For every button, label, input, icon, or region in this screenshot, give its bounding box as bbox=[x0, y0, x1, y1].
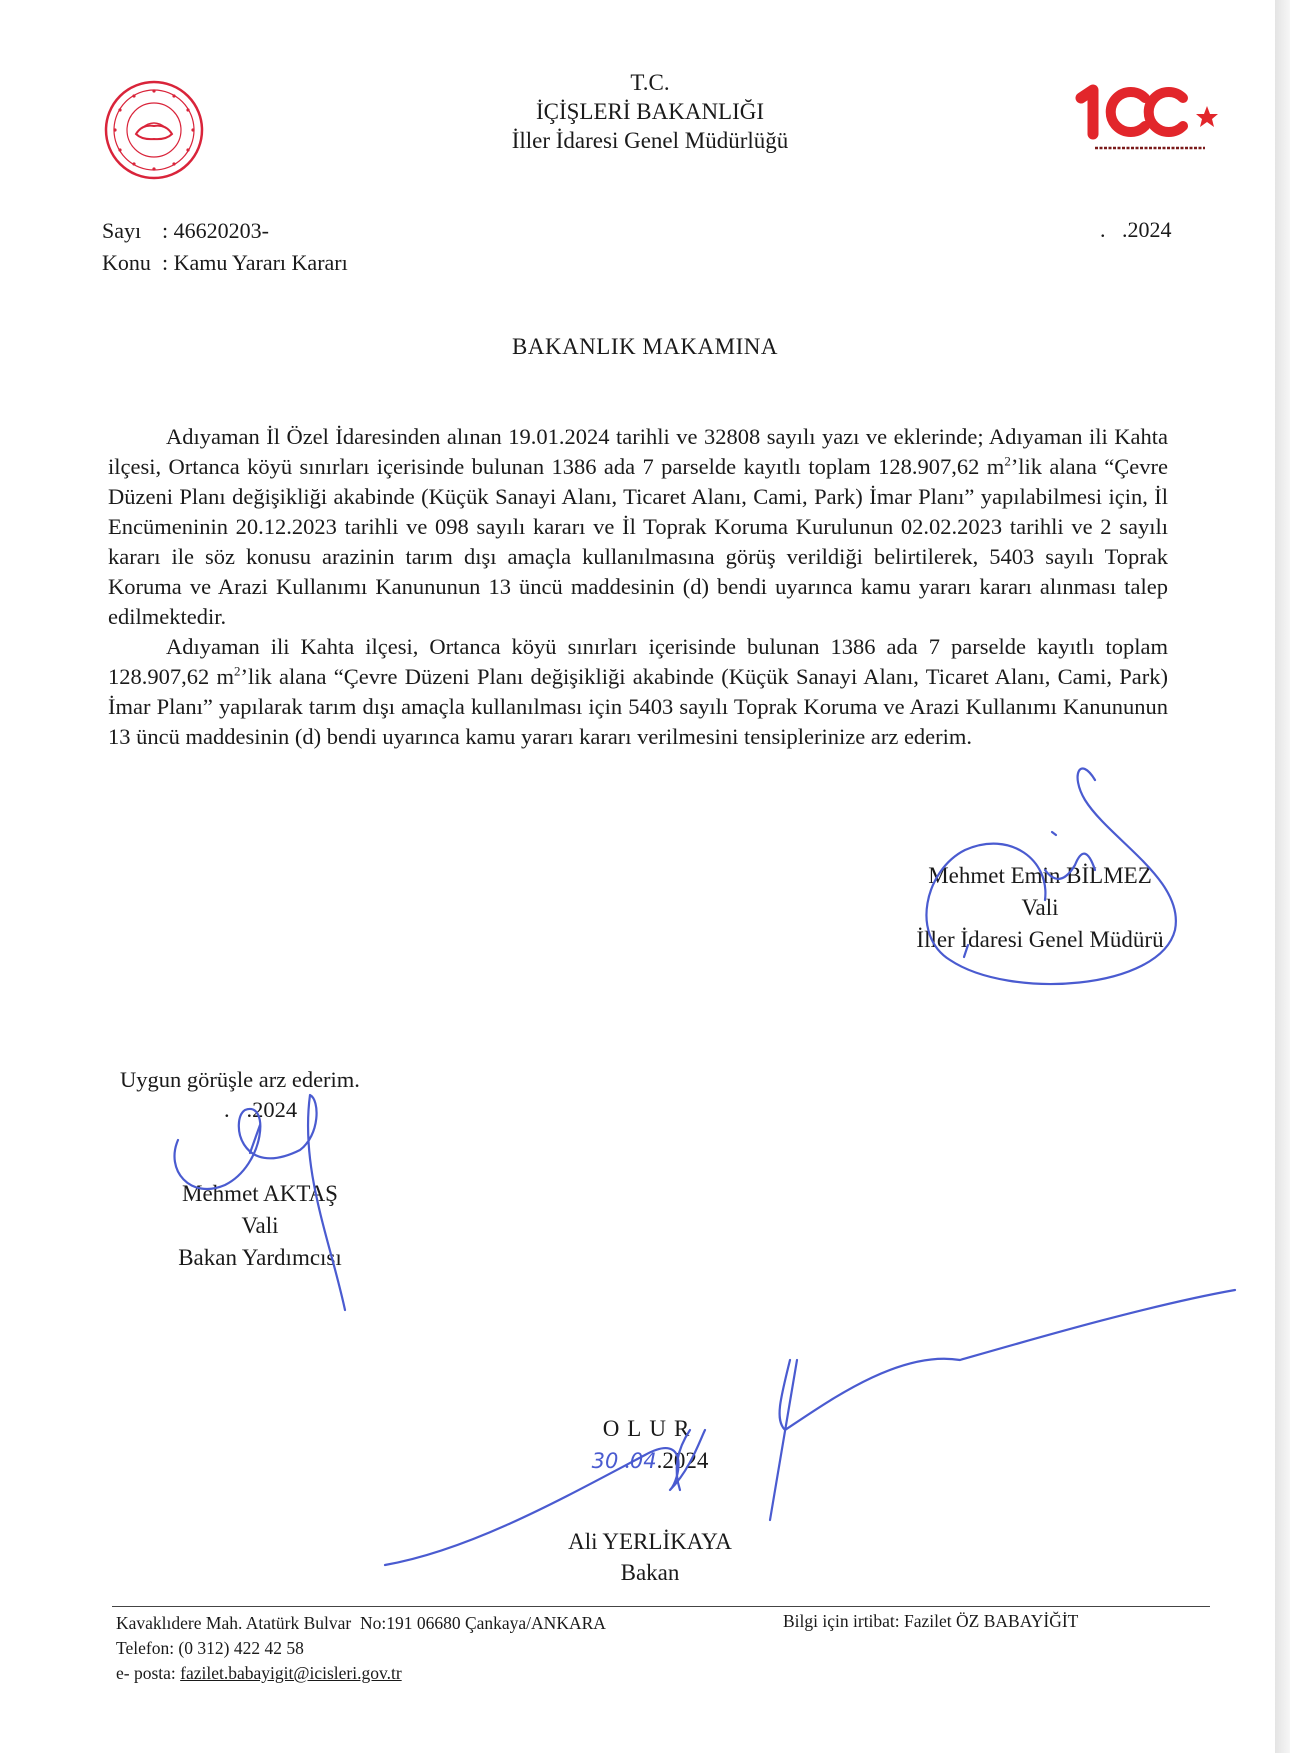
signatory-2-position: Bakan Yardımcısı bbox=[178, 1245, 342, 1270]
sayi-label: Sayı bbox=[102, 218, 142, 243]
signatory-1-position: İller İdaresi Genel Müdürü bbox=[916, 927, 1164, 952]
konu-row bbox=[102, 250, 348, 276]
signatory-1-name: Mehmet Emin BİLMEZ bbox=[928, 863, 1152, 888]
approval-date-month: 04 bbox=[629, 1449, 657, 1473]
approval-date-day: 30 bbox=[591, 1449, 619, 1473]
footer-address-block bbox=[116, 1611, 606, 1686]
sayi-value: : 46620203- bbox=[162, 218, 269, 243]
body-text bbox=[108, 422, 1168, 752]
footer-divider bbox=[112, 1606, 1210, 1607]
approval-date-year: .2024 bbox=[656, 1448, 709, 1473]
signatory-2-title: Vali bbox=[241, 1213, 279, 1238]
signatory-2 bbox=[140, 1178, 380, 1274]
footer-contact: Bilgi için irtibat: Fazilet ÖZ BABAYİĞİT bbox=[783, 1611, 1079, 1631]
footer-email-row bbox=[116, 1661, 606, 1686]
minister-name: Ali YERLİKAYA bbox=[568, 1529, 732, 1554]
approval-block bbox=[520, 1413, 780, 1477]
document-header bbox=[380, 68, 920, 155]
endorsement-text: Uygun görüşle arz ederim. bbox=[120, 1067, 360, 1092]
header-ministry: İÇİŞLERİ BAKANLIĞI bbox=[535, 99, 765, 124]
body-paragraph-2 bbox=[108, 632, 1168, 752]
konu-label: Konu bbox=[102, 250, 151, 275]
endorsement-date: . .2024 bbox=[224, 1097, 298, 1122]
salutation: BAKANLIK MAKAMINA bbox=[512, 334, 778, 359]
ministry-seal-icon bbox=[96, 78, 212, 182]
signatory-2-name: Mehmet AKTAŞ bbox=[182, 1181, 338, 1206]
header-tc: T.C. bbox=[630, 70, 670, 95]
approval-date-sep: . bbox=[618, 1448, 630, 1473]
p1-part-a: Adıyaman İl Özel İdaresinden alınan 19.01.2024 tarihli ve 32808 sayılı yazı ve eklerinde; Adıyaman ili Kahta ilçesi, Ortanca köyü sınırları içerisinde bulunan 1386 ada 7 parselde kayıtlı toplam 128.907,62 m bbox=[108, 424, 1168, 479]
body-paragraph-1 bbox=[108, 422, 1168, 632]
footer-phone: Telefon: (0 312) 422 42 58 bbox=[116, 1638, 304, 1658]
minister-title: Bakan bbox=[620, 1560, 680, 1585]
approval-date bbox=[520, 1445, 780, 1477]
p1-superscript: 2 bbox=[1004, 453, 1011, 469]
endorsement bbox=[120, 1065, 420, 1125]
header-directorate: İller İdaresi Genel Müdürlüğü bbox=[511, 128, 789, 153]
minister-block bbox=[520, 1526, 780, 1588]
footer-address: Kavaklıdere Mah. Atatürk Bulvar No:191 06680 Çankaya/ANKARA bbox=[116, 1613, 606, 1633]
centenary-100-logo-icon bbox=[1075, 76, 1225, 158]
page-edge bbox=[1275, 0, 1290, 1753]
footer-email-link[interactable]: fazilet.babayigit@icisleri.gov.tr bbox=[180, 1663, 402, 1683]
p2-part-b: ’lik alana “Çevre Düzeni Planı değişikliği akabinde (Küçük Sanayi Alanı, Ticaret Alanı, Cami, Park) İmar Planı” yapılarak tarım dışı amaçla kullanılması için 5403 sayılı Toprak Koruma ve Arazi Kullanımı Kanununun 13 üncü maddesinin (d) bendi uyarınca kamu yararı kararı verilmesini tensiplerinize arz ederim. bbox=[108, 664, 1168, 749]
sayi-row bbox=[102, 218, 269, 244]
approval-title: OLUR bbox=[602, 1416, 698, 1441]
document-date: . .2024 bbox=[1100, 217, 1172, 242]
p2-superscript: 2 bbox=[234, 663, 241, 679]
p2-part-a: Adıyaman ili Kahta ilçesi, Ortanca köyü sınırları içerisinde bulunan 1386 ada 7 parselde kayıtlı toplam 128.907,62 m bbox=[108, 634, 1168, 689]
signature-3-icon bbox=[385, 1290, 1235, 1565]
konu-value: : Kamu Yararı Kararı bbox=[162, 250, 348, 275]
signatory-1-title: Vali bbox=[1021, 895, 1059, 920]
signatory-1 bbox=[880, 860, 1200, 956]
p1-part-b: ’lik alana “Çevre Düzeni Planı değişikliği akabinde (Küçük Sanayi Alanı, Ticaret Alanı, Cami, Park) İmar Planı” yapılabilmesi için, İl Encümeninin 20.12.2023 tarihli ve 098 sayılı kararı ve İl Toprak Koruma Kurulunun 02.02.2023 tarihli ve 2 sayılı kararı ile söz konusu arazinin tarım dışı amaçla kullanılmasına görüş verildiği belirtilerek, 5403 sayılı Toprak Koruma ve Arazi Kullanımı Kanununun 13 üncü maddesinin (d) bendi uyarınca kamu yararı kararı alınması talep edilmektedir. bbox=[108, 454, 1168, 629]
footer-email-label: e- posta: bbox=[116, 1663, 181, 1683]
